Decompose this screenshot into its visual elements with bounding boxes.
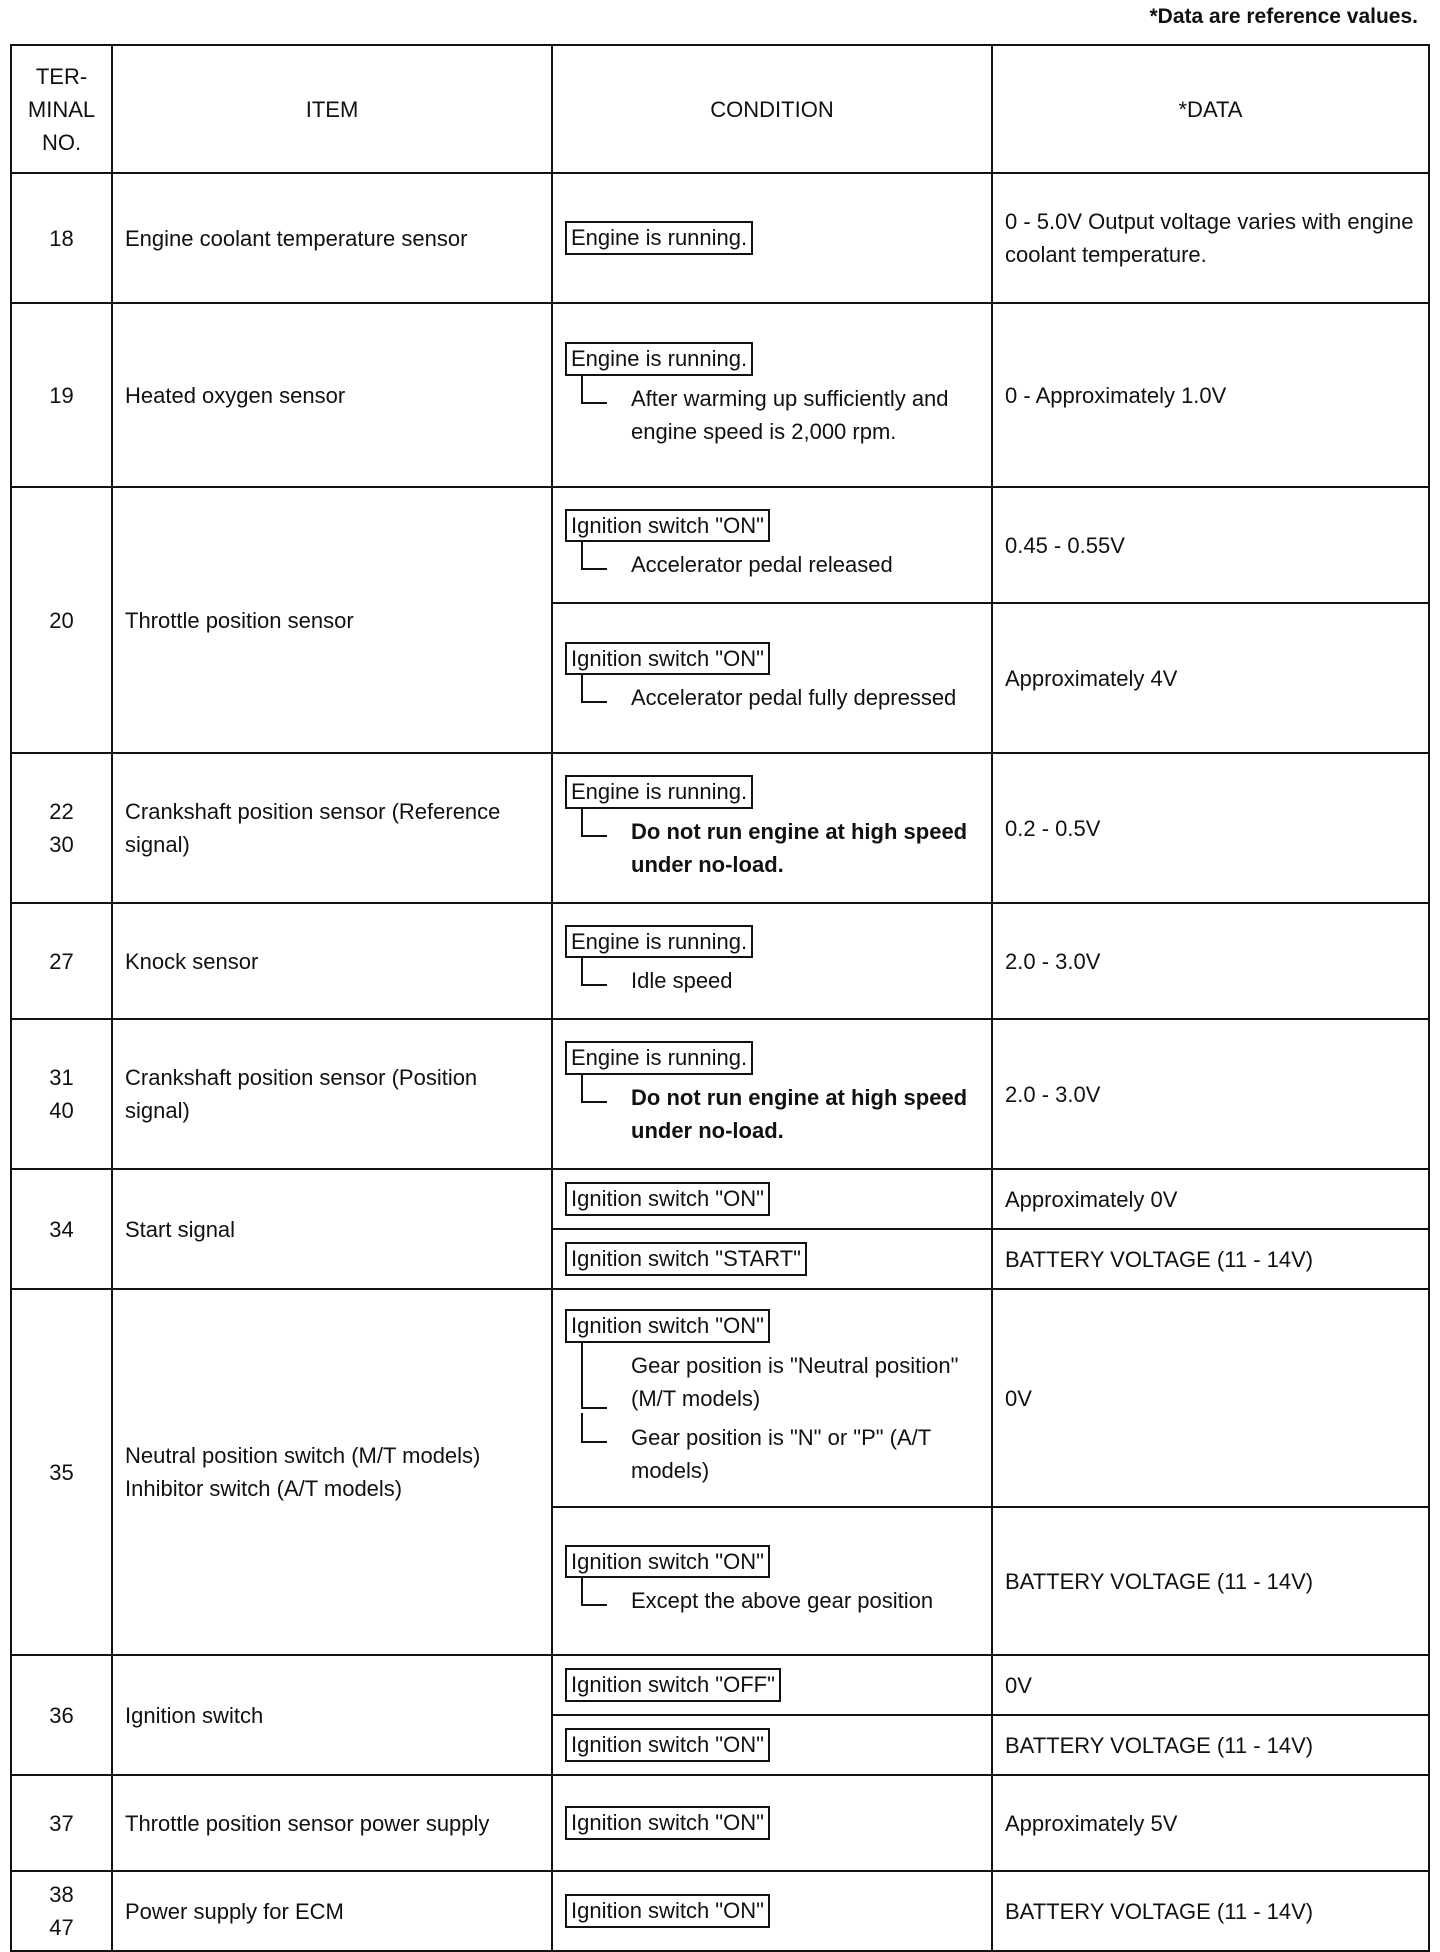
condition-cell <box>552 487 992 603</box>
terminal-number <box>11 903 112 1019</box>
condition-box: Ignition switch "ON" <box>565 642 770 676</box>
condition-cell <box>552 1019 992 1169</box>
condition-box: Engine is running. <box>565 342 753 376</box>
header-terminal: TER- MINAL NO. <box>11 45 112 173</box>
condition-box: Engine is running. <box>565 775 753 809</box>
terminal-value: 34 <box>49 1216 74 1242</box>
table-row <box>11 1289 1429 1507</box>
condition-box: Ignition switch "ON" <box>565 1894 770 1928</box>
condition-box: Ignition switch "ON" <box>565 1545 770 1579</box>
table-row <box>11 1169 1429 1229</box>
data-value: 0V <box>992 1289 1429 1507</box>
condition-subitem: Accelerator pedal fully depressed <box>581 681 979 714</box>
terminal-number <box>11 1775 112 1871</box>
header-item: ITEM <box>112 45 552 173</box>
table-row <box>11 903 1429 1019</box>
condition-cell <box>552 1775 992 1871</box>
terminal-value: 40 <box>49 1098 74 1123</box>
terminal-number <box>11 1871 112 1951</box>
data-value: 2.0 - 3.0V <box>992 1019 1429 1169</box>
data-value: 0.2 - 0.5V <box>992 753 1429 903</box>
terminal-value: 38 <box>49 1882 74 1907</box>
item-name: Heated oxygen sensor <box>112 303 552 487</box>
condition-cell <box>552 1289 992 1507</box>
header-condition: CONDITION <box>552 45 992 173</box>
condition-box: Ignition switch "ON" <box>565 509 770 543</box>
item-name: Engine coolant temperature sensor <box>112 173 552 303</box>
condition-box: Ignition switch "START" <box>565 1242 807 1276</box>
terminal-value: 47 <box>49 1915 74 1940</box>
condition-cell <box>552 603 992 753</box>
terminal-number <box>11 1655 112 1775</box>
item-name: Neutral position switch (M/T models) Inhibitor switch (A/T models) <box>112 1289 552 1655</box>
data-value: BATTERY VOLTAGE (11 - 14V) <box>992 1229 1429 1289</box>
reference-note: *Data are reference values. <box>1149 5 1418 28</box>
condition-cell <box>552 753 992 903</box>
item-name: Throttle position sensor <box>112 487 552 753</box>
data-value: Approximately 0V <box>992 1169 1429 1229</box>
item-name: Crankshaft position sensor (Reference signal) <box>112 753 552 903</box>
data-value: 0 - Approximately 1.0V <box>992 303 1429 487</box>
condition-cell <box>552 1715 992 1775</box>
data-value: Approximately 4V <box>992 603 1429 753</box>
data-value: 0V <box>992 1655 1429 1715</box>
terminal-number <box>11 753 112 903</box>
condition-cell <box>552 1507 992 1655</box>
condition-subitem: Gear position is "N" or "P" (A/T models) <box>581 1421 979 1487</box>
table-row <box>11 753 1429 903</box>
header-row <box>11 45 1429 173</box>
table-row <box>11 1871 1429 1951</box>
condition-cell <box>552 303 992 487</box>
data-value: Approximately 5V <box>992 1775 1429 1871</box>
terminal-value: 35 <box>49 1459 74 1485</box>
data-value: BATTERY VOLTAGE (11 - 14V) <box>992 1507 1429 1655</box>
terminal-value: 36 <box>49 1702 74 1728</box>
item-name: Crankshaft position sensor (Position signal) <box>112 1019 552 1169</box>
condition-subitem: Do not run engine at high speed under no-load. <box>581 815 979 881</box>
condition-box: Ignition switch "ON" <box>565 1728 770 1762</box>
condition-cell <box>552 1229 992 1289</box>
item-name: Start signal <box>112 1169 552 1289</box>
terminal-number <box>11 1289 112 1655</box>
table-row <box>11 1655 1429 1715</box>
terminal-number <box>11 1019 112 1169</box>
condition-subitem: Accelerator pedal released <box>581 548 979 581</box>
condition-box: Engine is running. <box>565 221 753 255</box>
terminal-number <box>11 1169 112 1289</box>
condition-subitem: Do not run engine at high speed under no-load. <box>581 1081 979 1147</box>
terminal-number <box>11 173 112 303</box>
condition-subitem: Idle speed <box>581 964 979 997</box>
condition-subitem: Except the above gear position <box>581 1584 979 1617</box>
table-row <box>11 487 1429 603</box>
condition-box: Engine is running. <box>565 1041 753 1075</box>
item-name: Ignition switch <box>112 1655 552 1775</box>
terminal-value: 22 <box>49 799 74 824</box>
data-value: 0.45 - 0.55V <box>992 487 1429 603</box>
terminal-value: 20 <box>49 607 74 633</box>
item-name: Throttle position sensor power supply <box>112 1775 552 1871</box>
terminal-value: 18 <box>49 225 74 251</box>
condition-box: Ignition switch "ON" <box>565 1806 770 1840</box>
table-row <box>11 1019 1429 1169</box>
data-value: BATTERY VOLTAGE (11 - 14V) <box>992 1871 1429 1951</box>
terminal-number <box>11 487 112 753</box>
data-value: 0 - 5.0V Output voltage varies with engine coolant temperature. <box>992 173 1429 303</box>
table-row <box>11 173 1429 303</box>
condition-box: Ignition switch "OFF" <box>565 1668 781 1702</box>
item-name: Knock sensor <box>112 903 552 1019</box>
terminal-number <box>11 303 112 487</box>
condition-box: Ignition switch "ON" <box>565 1182 770 1216</box>
header-data: *DATA <box>992 45 1429 173</box>
condition-box: Ignition switch "ON" <box>565 1309 770 1343</box>
terminal-value: 19 <box>49 382 74 408</box>
terminal-value: 27 <box>49 948 74 974</box>
ecm-terminal-table <box>10 44 1430 1952</box>
condition-cell <box>552 1871 992 1951</box>
condition-subitem: After warming up sufficiently and engine speed is 2,000 rpm. <box>581 382 979 448</box>
condition-cell <box>552 1655 992 1715</box>
condition-subitem: Gear position is "Neutral position" (M/T models) <box>581 1349 979 1415</box>
table-row <box>11 1775 1429 1871</box>
table-row <box>11 303 1429 487</box>
condition-box: Engine is running. <box>565 925 753 959</box>
item-name: Power supply for ECM <box>112 1871 552 1951</box>
terminal-value: 30 <box>49 832 74 857</box>
condition-cell <box>552 903 992 1019</box>
table-body <box>11 173 1429 1951</box>
condition-cell <box>552 173 992 303</box>
terminal-value: 37 <box>49 1810 74 1836</box>
data-value: BATTERY VOLTAGE (11 - 14V) <box>992 1715 1429 1775</box>
condition-cell <box>552 1169 992 1229</box>
terminal-value: 31 <box>49 1065 74 1090</box>
data-value: 2.0 - 3.0V <box>992 903 1429 1019</box>
